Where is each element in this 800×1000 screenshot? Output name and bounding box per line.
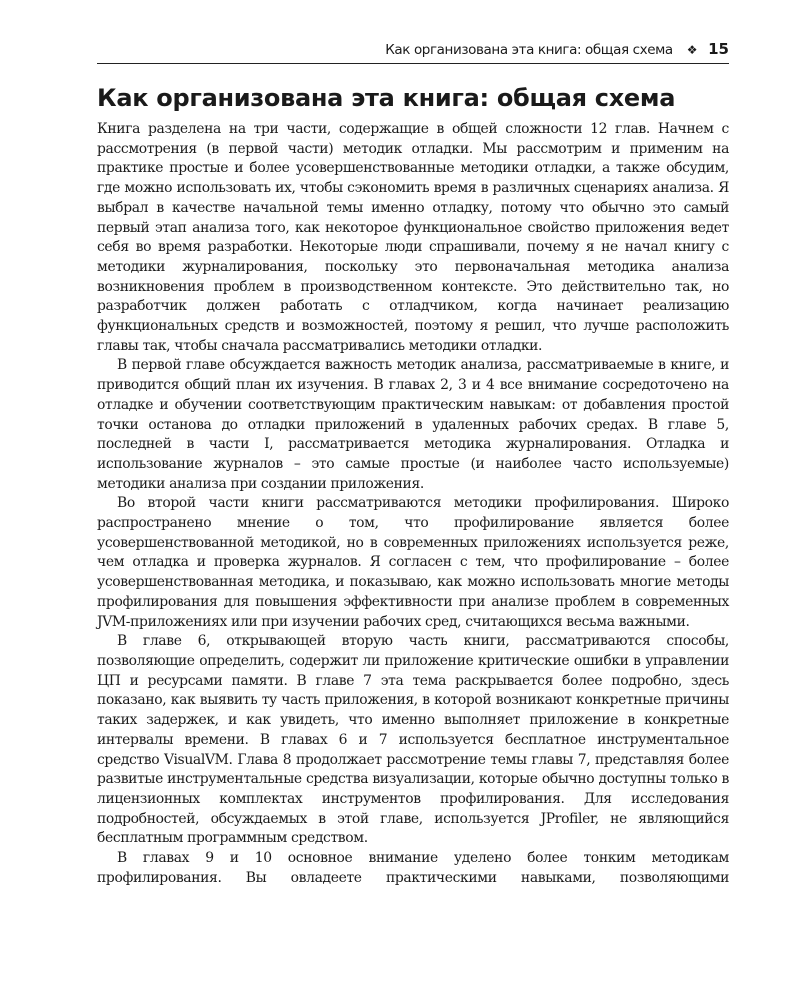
paragraph: В первой главе обсуждается важность методик анализа, рассматриваемые в книге, и приводится общий план их изучения. В главах 2, 3 и 4 все внимание сосредоточено на отладке и обучении соответствующим практическим навыкам: от добавления простой точки останова до отладки приложений в удаленных рабочих средах. В главе 5, последней в части I, рассматривается методика журналирования. Отладка и использование журналов – это самые простые (и наиболее часто используемые) методики анализа при создании приложения. xyxy=(97,357,729,492)
running-header xyxy=(97,40,729,64)
running-title: Как организована эта книга: общая схема xyxy=(385,42,673,58)
book-page xyxy=(97,40,729,888)
paragraph: Во второй части книги рассматриваются методики профилирования. Широко распространено мнение о том, что профилирование является более усовершенствованной методикой, но в современных приложениях используется реже, чем отладка и проверка журналов. Я согласен с тем, что профилирование – более усовершенствованная методика, и показываю, как можно использовать многие методы профилирования для повышения эффективности при анализе проблем в современных JVM-приложениях или при изучении рабочих сред, считающихся весьма важными. xyxy=(97,495,729,630)
page-number: 15 xyxy=(708,40,729,58)
ornament-icon: ❖ xyxy=(686,43,698,57)
body-text xyxy=(97,120,729,888)
paragraph: В главе 6, открывающей вторую часть книги, рассматриваются способы, позволяющие определить, содержит ли приложение критические ошибки в управлении ЦП и ресурсами памяти. В главе 7 эта тема раскрывается более подробно, здесь показано, как выявить ту часть приложения, в которой возникают конкретные причины таких задержек, и как увидеть, что именно выполняет приложение в конкретные интервалы времени. В главах 6 и 7 используется бесплатное инструментальное средство VisualVM. Глава 8 продолжает рассмотрение темы главы 7, представляя более развитые инструментальные средства визуализации, которые обычно доступны только в лицензионных комплектах инструментов профилирования. Для исследования подробностей, обсуждаемых в этой главе, используется JProfiler, не являющийся бесплатным программным средством. xyxy=(97,633,729,847)
section-title: Как организована эта книга: общая схема xyxy=(97,84,676,112)
paragraph: В главах 9 и 10 основное внимание уделено более тонким методикам профилирования. Вы овладеете практическими навыками, позволяющими xyxy=(97,850,729,886)
paragraph: Книга разделена на три части, содержащие в общей сложности 12 глав. Начнем с рассмотрения (в первой части) методик отладки. Мы рассмотрим и применим на практике простые и более усовершенствованные методики отладки, а также обсудим, где можно использовать их, чтобы сэкономить время в различных сценариях анализа. Я выбрал в качестве начальной темы именно отладку, потому что обычно это самый первый этап анализа того, как некоторое функциональное свойство приложения ведет себя во время разработки. Некоторые люди спрашивали, почему я не начал книгу с методики журналирования, поскольку это первоначальная методика анализа возникновения проблем в производственном контексте. Это действительно так, но разработчик должен работать с отладчиком, когда начинает реализацию функциональных средств и возможностей, поэтому я решил, что лучше расположить главы так, чтобы сначала рассматривались методики отладки. xyxy=(97,121,729,354)
